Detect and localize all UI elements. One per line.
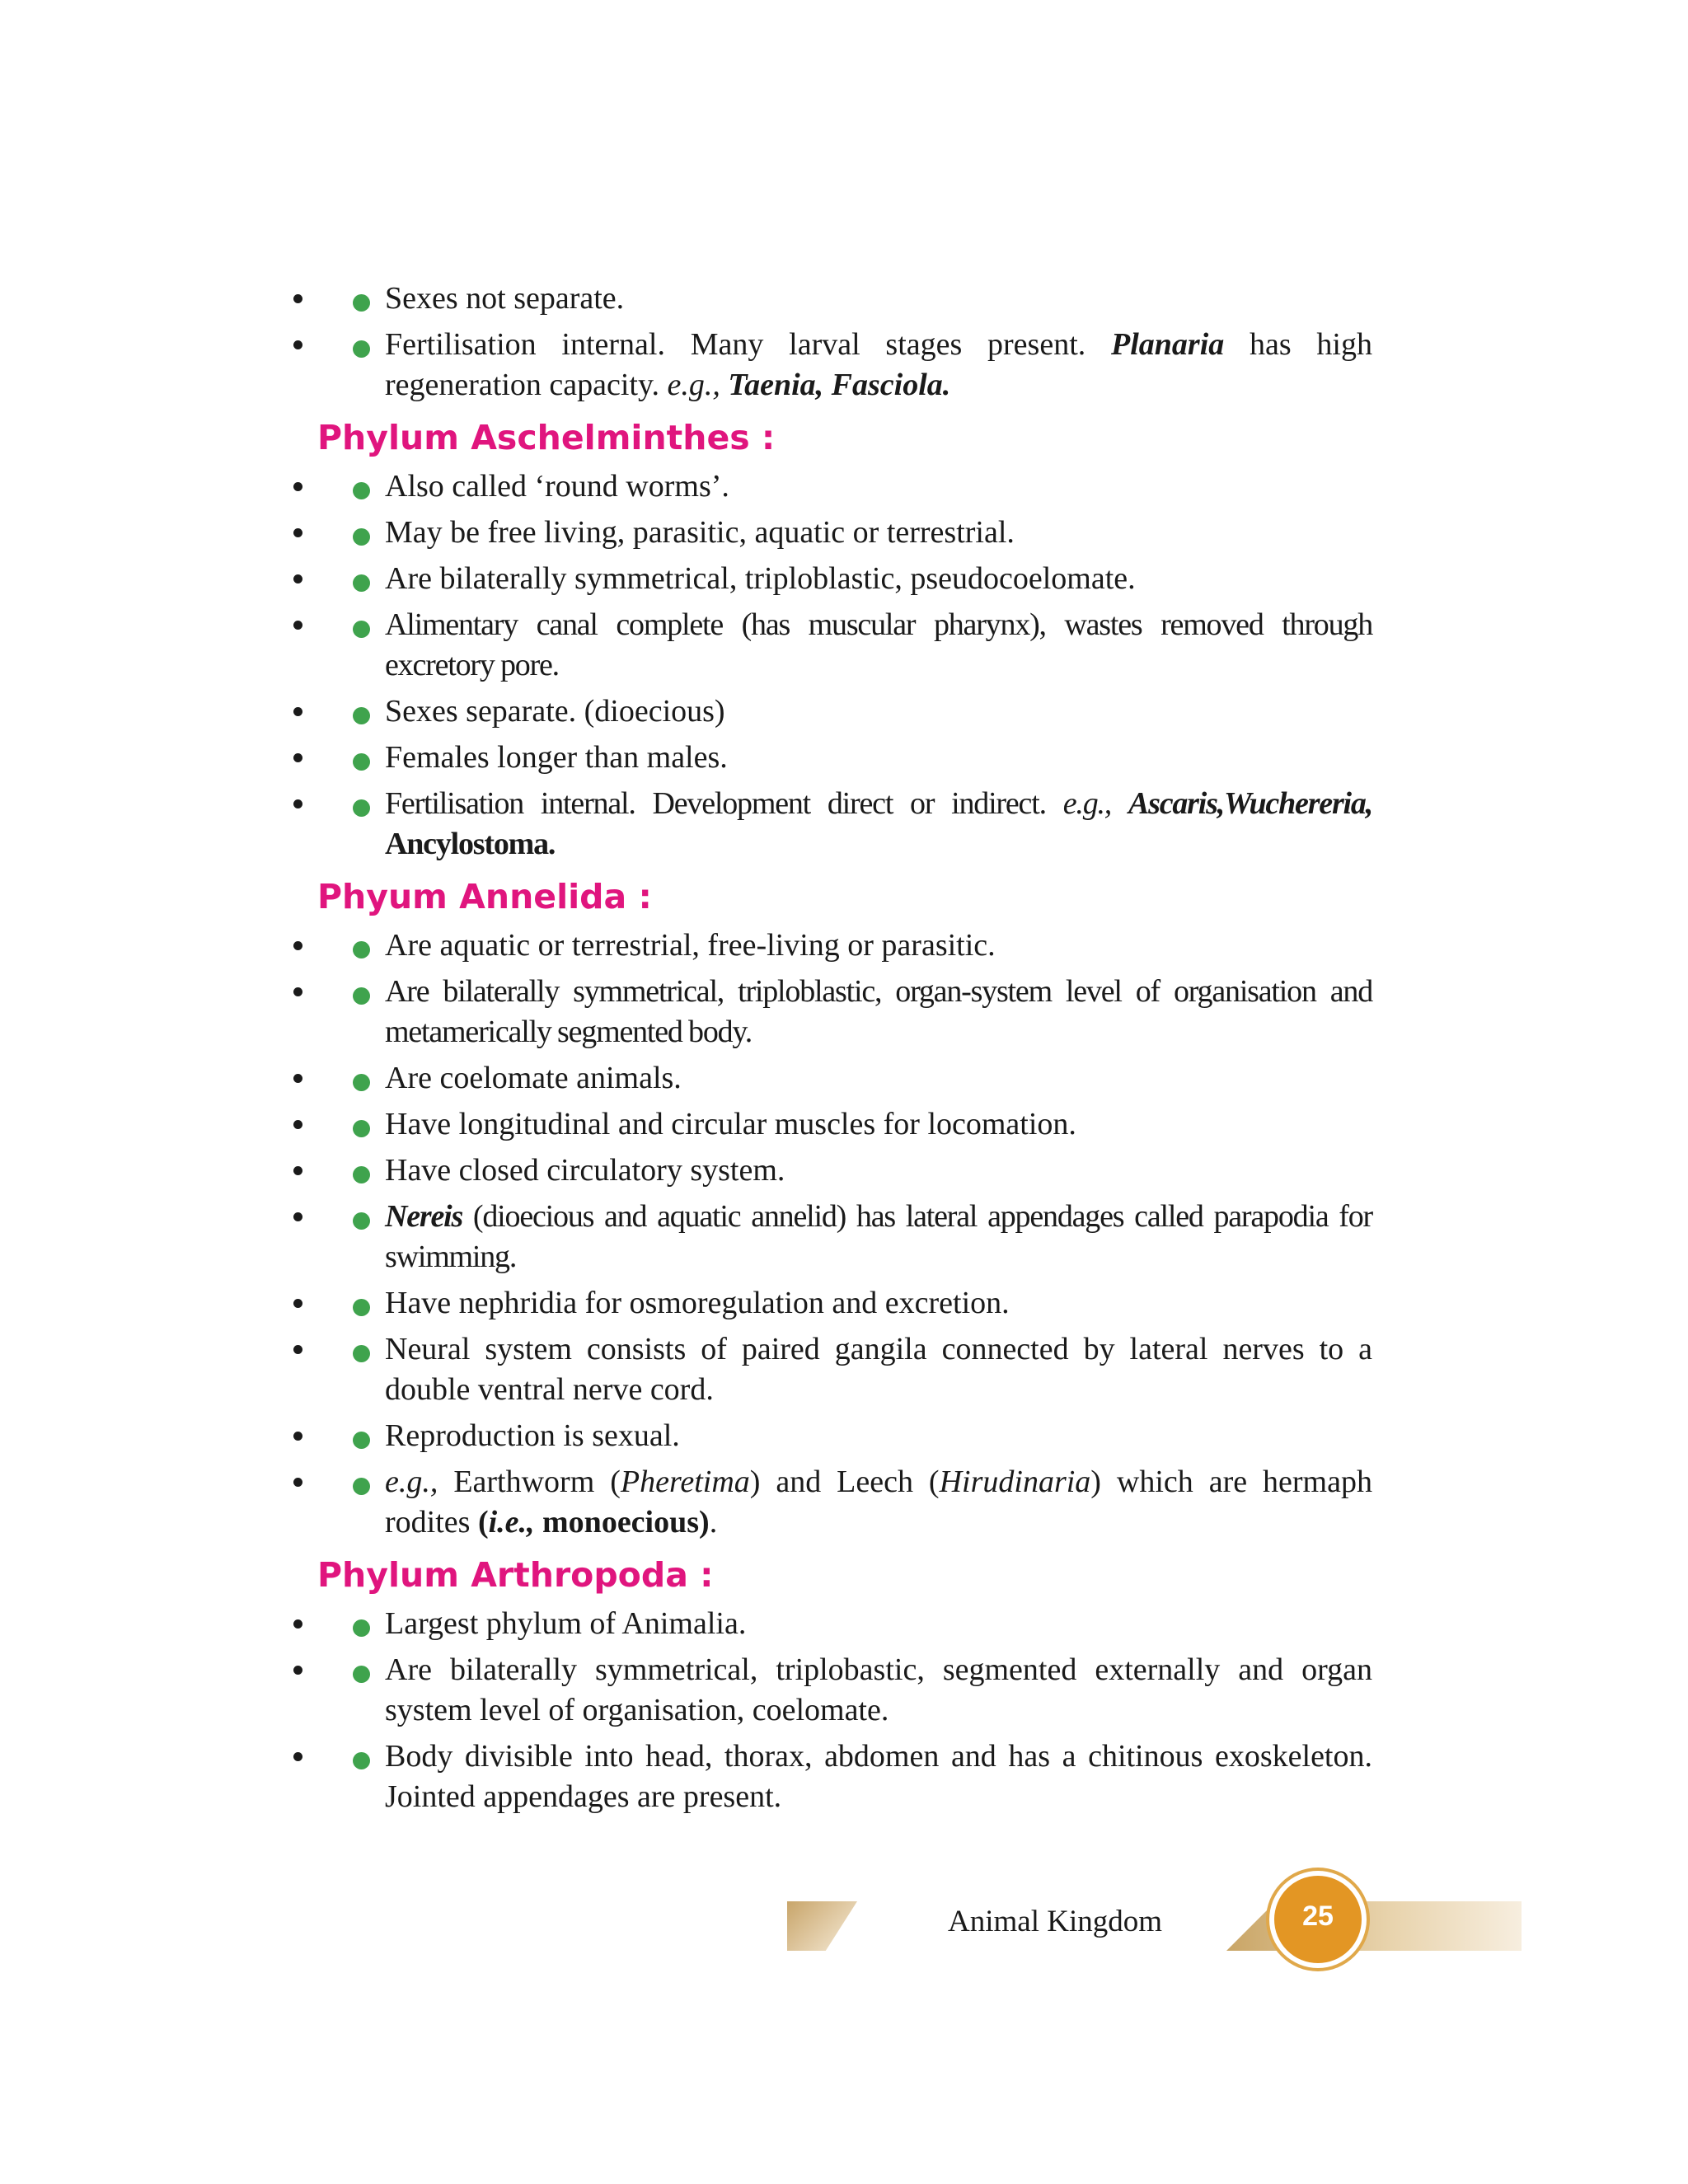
bullet-list bbox=[317, 279, 1372, 405]
list-item: • Are aquatic or terrestrial, free-living or parasitic. bbox=[317, 926, 1372, 966]
footer-chapter-title: Animal Kingdom bbox=[948, 1905, 1163, 1938]
bullet-icon bbox=[353, 1345, 370, 1362]
page-content bbox=[317, 279, 1372, 1823]
bullet-icon bbox=[353, 799, 370, 817]
footer-decoration-right bbox=[1226, 1901, 1522, 1951]
bullet-icon bbox=[353, 753, 370, 771]
list-item: • Nereis (dioecious and aquatic annelid) has lateral appendages called parapodia for swimming. bbox=[317, 1197, 1372, 1277]
list-item: • Females longer than males. bbox=[317, 738, 1372, 778]
bullet-icon bbox=[353, 621, 370, 638]
bullet-icon bbox=[353, 1212, 370, 1230]
list-item: • Reproduction is sexual. bbox=[317, 1416, 1372, 1456]
list-item: • Neural system consists of paired gangila connected by lateral nerves to a double ventral nerve cord. bbox=[317, 1329, 1372, 1410]
list-item: • Are bilaterally symmetrical, triploblastic, pseudocoelomate. bbox=[317, 559, 1372, 599]
section-heading-aschelminthes: Phylum Aschelminthes : bbox=[317, 418, 776, 457]
footer-decoration-left bbox=[787, 1901, 857, 1951]
list-item: • Are bilaterally symmetrical, triplobastic, segmented externally and organ system level of organisation, coelomate. bbox=[317, 1650, 1372, 1731]
list-item: • Also called ‘round worms’. bbox=[317, 466, 1372, 507]
bullet-icon bbox=[353, 340, 370, 358]
bullet-icon bbox=[353, 1120, 370, 1137]
bullet-icon bbox=[353, 294, 370, 312]
bullet-list bbox=[317, 1604, 1372, 1817]
bullet-icon bbox=[353, 1299, 370, 1316]
list-item: • Have nephridia for osmoregulation and excretion. bbox=[317, 1283, 1372, 1324]
page-number-badge bbox=[1274, 1876, 1362, 1963]
list-item: • e.g., Earthworm (Pheretima) and Leech (Hirudinaria) which are hermaph rodites (i.e., monoecious). bbox=[317, 1462, 1372, 1543]
bullet-icon bbox=[353, 1619, 370, 1637]
bullet-icon bbox=[353, 574, 370, 592]
list-item: • Are coelomate animals. bbox=[317, 1058, 1372, 1099]
bullet-list bbox=[317, 926, 1372, 1543]
bullet-icon bbox=[353, 987, 370, 1005]
section-heading-annelida: Phyum Annelida : bbox=[317, 877, 652, 916]
page-number: 25 bbox=[1302, 1900, 1334, 1932]
bullet-icon bbox=[353, 482, 370, 499]
list-item: • Fertilisation internal. Development direct or indirect. e.g., Ascaris,Wuchereria, Ancylostoma. bbox=[317, 784, 1372, 865]
list-item: • Are bilaterally symmetrical, triploblastic, organ-system level of organisation and metamerically segmented body. bbox=[317, 972, 1372, 1052]
list-item: • Fertilisation internal. Many larval stages present. Planaria has high regeneration capacity. e.g., Taenia, Fasciola. bbox=[317, 325, 1372, 405]
bullet-icon bbox=[353, 1074, 370, 1091]
list-item: • May be free living, parasitic, aquatic or terrestrial. bbox=[317, 513, 1372, 553]
bullet-icon bbox=[353, 1752, 370, 1769]
bullet-icon bbox=[353, 1478, 370, 1495]
bullet-icon bbox=[353, 1432, 370, 1449]
bullet-icon bbox=[353, 528, 370, 546]
bullet-list bbox=[317, 466, 1372, 865]
list-item: • Largest phylum of Animalia. bbox=[317, 1604, 1372, 1644]
list-item: • Body divisible into head, thorax, abdomen and has a chitinous exoskeleton. Jointed appendages are present. bbox=[317, 1736, 1372, 1817]
list-item: • Have longitudinal and circular muscles for locomation. bbox=[317, 1104, 1372, 1145]
list-item: • Sexes separate. (dioecious) bbox=[317, 691, 1372, 732]
bullet-icon bbox=[353, 707, 370, 724]
bullet-icon bbox=[353, 1166, 370, 1183]
section-heading-arthropoda: Phylum Arthropoda : bbox=[317, 1555, 714, 1595]
list-item: • Have closed circulatory system. bbox=[317, 1151, 1372, 1191]
bullet-icon bbox=[353, 941, 370, 958]
list-item: • Sexes not separate. bbox=[317, 279, 1372, 319]
bullet-icon bbox=[353, 1666, 370, 1683]
list-item: • Alimentary canal complete (has muscular pharynx), wastes removed through excretory pore. bbox=[317, 605, 1372, 686]
